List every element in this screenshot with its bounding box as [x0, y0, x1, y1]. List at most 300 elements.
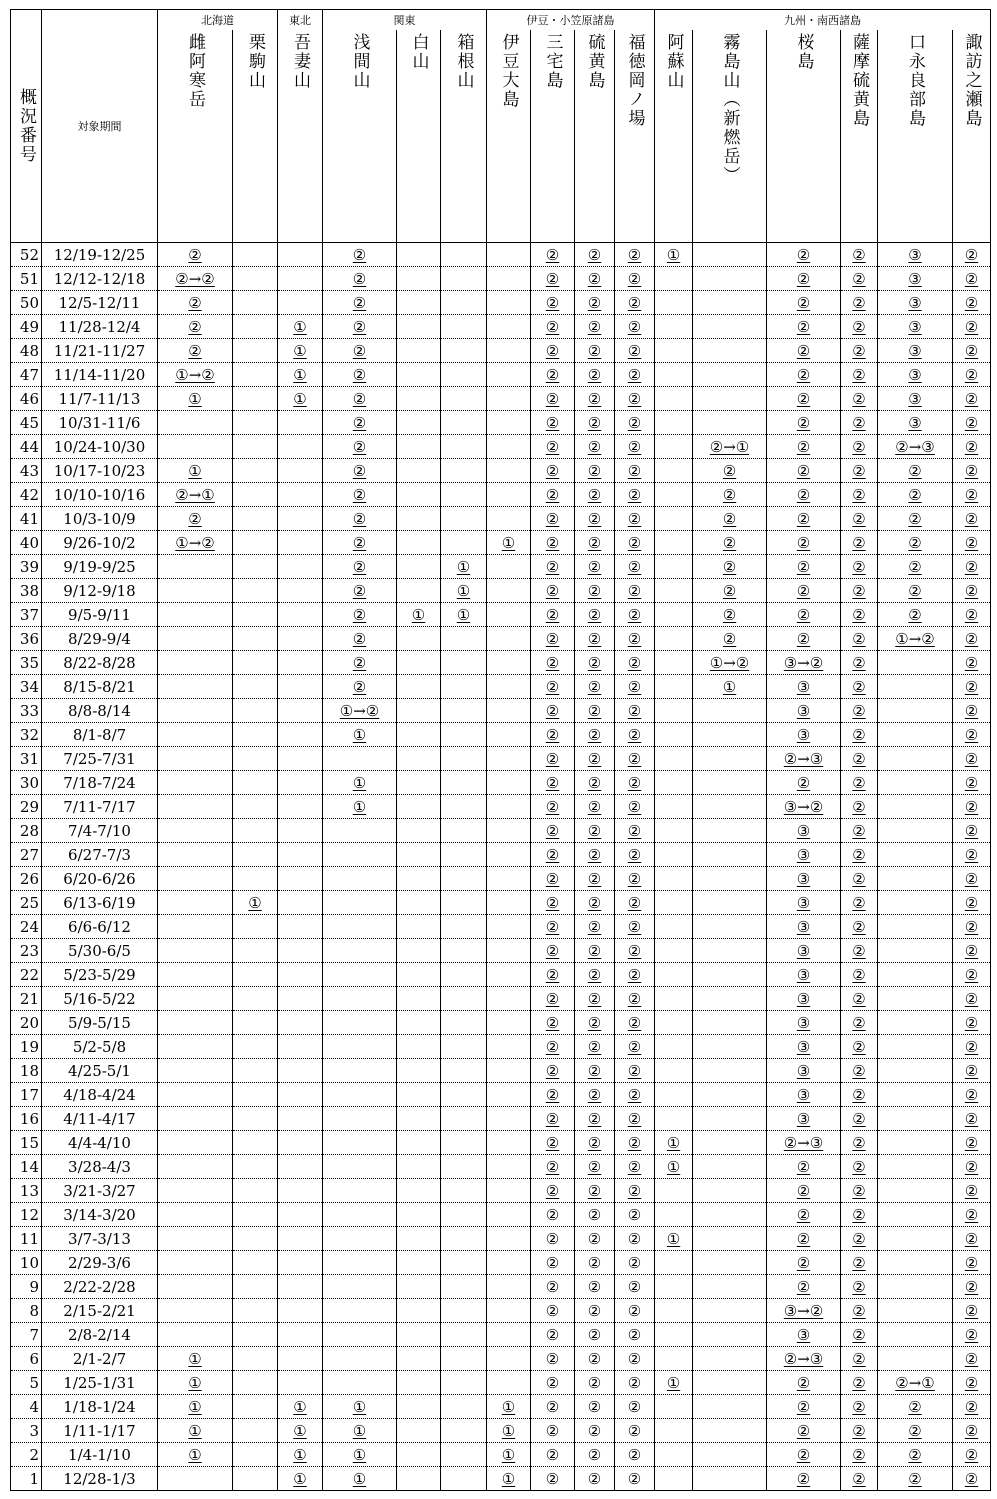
- table-row: [11, 603, 991, 627]
- alert-level-cell: [655, 1299, 693, 1323]
- alert-level-cell: [878, 747, 953, 771]
- alert-level-cell: [278, 651, 323, 675]
- alert-level-cell: [233, 1467, 278, 1491]
- alert-level-cell: ②: [615, 891, 655, 915]
- row-period: 1/4-1/10: [42, 1443, 158, 1467]
- alert-level-cell: ②: [615, 843, 655, 867]
- table-row: [11, 1467, 991, 1491]
- alert-level-cell: [655, 1083, 693, 1107]
- alert-level-cell: [397, 651, 441, 675]
- alert-level-cell: ②: [841, 531, 878, 555]
- alert-level-cell: [878, 843, 953, 867]
- alert-level-cell: ②: [615, 507, 655, 531]
- alert-level-cell: [158, 1107, 233, 1131]
- alert-level-cell: [693, 1251, 767, 1275]
- alert-level-cell: [397, 363, 441, 387]
- row-period: 6/13-6/19: [42, 891, 158, 915]
- alert-level-cell: [441, 483, 487, 507]
- row-number: 6: [11, 1347, 42, 1371]
- alert-level-cell: ③: [767, 867, 841, 891]
- alert-level-cell: [233, 1035, 278, 1059]
- alert-level-cell: [397, 699, 441, 723]
- alert-level-cell: [233, 1299, 278, 1323]
- volcano-name: 吾妻山: [290, 33, 310, 90]
- volcano-header: [158, 30, 233, 243]
- alert-level-cell: ②: [953, 1059, 991, 1083]
- row-number: 49: [11, 315, 42, 339]
- row-number: 46: [11, 387, 42, 411]
- alert-level-cell: [655, 531, 693, 555]
- alert-level-cell: [693, 1011, 767, 1035]
- alert-level-cell: ②: [615, 819, 655, 843]
- alert-level-cell: [693, 723, 767, 747]
- alert-level-cell: ②: [158, 339, 233, 363]
- alert-level-cell: ②: [323, 411, 397, 435]
- alert-level-cell: ②: [531, 1107, 575, 1131]
- alert-level-cell: [693, 1419, 767, 1443]
- alert-level-cell: ③: [767, 939, 841, 963]
- alert-level-cell: [441, 363, 487, 387]
- alert-level-cell: [278, 1227, 323, 1251]
- alert-level-cell: ①: [278, 1419, 323, 1443]
- alert-level-cell: [878, 1203, 953, 1227]
- alert-level-cell: ②: [841, 435, 878, 459]
- alert-level-cell: ②: [841, 483, 878, 507]
- alert-level-cell: ①→②: [693, 651, 767, 675]
- alert-level-cell: [158, 579, 233, 603]
- alert-level-cell: ②: [531, 795, 575, 819]
- alert-level-cell: [233, 675, 278, 699]
- alert-level-cell: ②: [767, 579, 841, 603]
- alert-level-cell: [878, 651, 953, 675]
- alert-level-cell: ②: [615, 315, 655, 339]
- alert-level-cell: ②: [575, 1395, 615, 1419]
- alert-level-cell: ②: [575, 627, 615, 651]
- alert-level-cell: [233, 411, 278, 435]
- alert-level-cell: ②: [953, 843, 991, 867]
- alert-level-cell: ③: [767, 819, 841, 843]
- alert-level-cell: ②: [615, 339, 655, 363]
- alert-level-cell: ②: [575, 1251, 615, 1275]
- alert-level-cell: [655, 699, 693, 723]
- alert-level-cell: ②: [615, 963, 655, 987]
- period-header: 対象期間: [42, 10, 158, 243]
- alert-level-cell: ②: [767, 267, 841, 291]
- alert-level-cell: ②: [841, 771, 878, 795]
- row-number: 37: [11, 603, 42, 627]
- alert-level-cell: ②: [575, 1347, 615, 1371]
- table-row: [11, 1275, 991, 1299]
- alert-level-cell: ②: [615, 1083, 655, 1107]
- alert-level-cell: [487, 843, 531, 867]
- row-period: 4/11-4/17: [42, 1107, 158, 1131]
- alert-level-cell: ②: [531, 891, 575, 915]
- alert-level-cell: [693, 411, 767, 435]
- alert-level-cell: ②: [531, 1155, 575, 1179]
- alert-level-cell: ②: [575, 699, 615, 723]
- alert-level-cell: ②: [615, 987, 655, 1011]
- alert-level-cell: [233, 843, 278, 867]
- alert-level-cell: ②: [841, 987, 878, 1011]
- alert-level-cell: ②: [693, 459, 767, 483]
- alert-level-cell: ②: [841, 243, 878, 267]
- alert-level-cell: ②: [878, 1395, 953, 1419]
- row-number: 44: [11, 435, 42, 459]
- alert-level-cell: ②: [323, 651, 397, 675]
- row-number: 34: [11, 675, 42, 699]
- table-row: [11, 651, 991, 675]
- alert-level-cell: [487, 1083, 531, 1107]
- alert-level-cell: ②: [841, 1059, 878, 1083]
- alert-level-cell: ②: [953, 723, 991, 747]
- alert-level-cell: ②: [615, 1107, 655, 1131]
- alert-level-cell: ②: [575, 1059, 615, 1083]
- alert-level-cell: [487, 675, 531, 699]
- alert-level-cell: [655, 867, 693, 891]
- alert-level-cell: ①: [158, 1347, 233, 1371]
- alert-level-cell: [278, 291, 323, 315]
- alert-level-cell: ①: [278, 315, 323, 339]
- alert-level-cell: [278, 555, 323, 579]
- alert-level-cell: [441, 1323, 487, 1347]
- alert-level-cell: ②: [615, 1227, 655, 1251]
- alert-level-cell: [655, 291, 693, 315]
- alert-level-cell: ②: [878, 507, 953, 531]
- volcano-name: 白山: [408, 33, 429, 71]
- volcano-name: 伊豆大島: [498, 33, 519, 109]
- alert-level-cell: [655, 1467, 693, 1491]
- alert-level-cell: ③: [767, 1059, 841, 1083]
- table-row: [11, 675, 991, 699]
- alert-level-cell: ②: [841, 627, 878, 651]
- alert-level-cell: [233, 243, 278, 267]
- volcano-name: 栗駒山: [245, 33, 265, 90]
- alert-level-cell: [278, 987, 323, 1011]
- alert-level-cell: [693, 1443, 767, 1467]
- alert-level-cell: ②: [953, 1299, 991, 1323]
- alert-level-cell: [487, 363, 531, 387]
- alert-level-cell: ②: [953, 1107, 991, 1131]
- alert-level-cell: ②: [575, 531, 615, 555]
- alert-level-cell: ②: [531, 675, 575, 699]
- alert-level-cell: [233, 627, 278, 651]
- alert-level-cell: ②: [531, 555, 575, 579]
- alert-level-cell: ②: [615, 795, 655, 819]
- alert-level-cell: ③: [767, 963, 841, 987]
- alert-level-cell: [158, 1083, 233, 1107]
- row-number: 35: [11, 651, 42, 675]
- alert-level-cell: [655, 843, 693, 867]
- alert-level-cell: [878, 771, 953, 795]
- alert-level-cell: [233, 1419, 278, 1443]
- alert-level-cell: ②: [531, 1419, 575, 1443]
- alert-level-cell: [323, 939, 397, 963]
- alert-level-cell: ②: [693, 531, 767, 555]
- region-kanto: 関東: [323, 10, 487, 31]
- alert-level-cell: ②: [841, 555, 878, 579]
- row-period: 5/30-6/5: [42, 939, 158, 963]
- table-row: [11, 411, 991, 435]
- alert-level-cell: ②: [575, 555, 615, 579]
- alert-level-cell: ②: [841, 267, 878, 291]
- alert-level-cell: [487, 1059, 531, 1083]
- alert-level-cell: [487, 1011, 531, 1035]
- alert-level-cell: [693, 1347, 767, 1371]
- alert-level-cell: [233, 651, 278, 675]
- alert-level-cell: [441, 243, 487, 267]
- volcano-name: 霧島山（新燃岳）: [719, 33, 740, 185]
- alert-level-cell: [878, 1155, 953, 1179]
- row-number: 12: [11, 1203, 42, 1227]
- alert-level-cell: ②: [323, 291, 397, 315]
- row-period: 8/29-9/4: [42, 627, 158, 651]
- alert-level-cell: ②: [615, 747, 655, 771]
- alert-level-cell: [323, 1035, 397, 1059]
- alert-level-cell: ②: [531, 531, 575, 555]
- alert-level-cell: ②: [323, 315, 397, 339]
- row-number: 16: [11, 1107, 42, 1131]
- alert-level-cell: ②: [767, 1419, 841, 1443]
- alert-level-cell: ①: [278, 1443, 323, 1467]
- alert-level-cell: [441, 795, 487, 819]
- alert-level-cell: [397, 1155, 441, 1179]
- alert-level-cell: ②: [953, 291, 991, 315]
- alert-level-cell: ②: [615, 1011, 655, 1035]
- alert-level-cell: ②: [615, 1203, 655, 1227]
- row-period: 3/7-3/13: [42, 1227, 158, 1251]
- row-number: 47: [11, 363, 42, 387]
- alert-level-cell: ②: [953, 411, 991, 435]
- row-number: 18: [11, 1059, 42, 1083]
- row-period: 5/2-5/8: [42, 1035, 158, 1059]
- row-number: 39: [11, 555, 42, 579]
- alert-level-cell: ②: [767, 363, 841, 387]
- volcano-name: 三宅島: [542, 33, 563, 90]
- alert-level-cell: ②: [615, 651, 655, 675]
- alert-level-cell: [441, 315, 487, 339]
- alert-level-cell: ②: [531, 339, 575, 363]
- alert-level-cell: [487, 987, 531, 1011]
- alert-level-cell: [878, 1323, 953, 1347]
- alert-level-cell: ②: [615, 579, 655, 603]
- alert-level-cell: ②: [767, 387, 841, 411]
- row-period: 11/21-11/27: [42, 339, 158, 363]
- alert-level-cell: ③: [878, 411, 953, 435]
- alert-level-cell: ②: [841, 1323, 878, 1347]
- alert-level-cell: [323, 747, 397, 771]
- alert-level-cell: [487, 507, 531, 531]
- alert-level-cell: ③→②: [767, 795, 841, 819]
- alert-level-cell: [397, 435, 441, 459]
- alert-level-cell: ②: [615, 555, 655, 579]
- alert-level-cell: ②: [531, 1131, 575, 1155]
- alert-level-cell: [158, 675, 233, 699]
- alert-level-cell: [233, 987, 278, 1011]
- alert-level-cell: [487, 819, 531, 843]
- alert-level-cell: [693, 1083, 767, 1107]
- alert-level-cell: [278, 819, 323, 843]
- row-number: 26: [11, 867, 42, 891]
- alert-level-cell: ②: [693, 483, 767, 507]
- alert-level-cell: [323, 819, 397, 843]
- alert-level-cell: ②: [767, 483, 841, 507]
- table-row: [11, 315, 991, 339]
- alert-level-cell: ②: [953, 987, 991, 1011]
- alert-level-cell: [878, 1251, 953, 1275]
- alert-level-cell: [397, 555, 441, 579]
- alert-level-cell: [158, 891, 233, 915]
- alert-level-cell: [655, 339, 693, 363]
- alert-level-cell: ②: [575, 387, 615, 411]
- alert-level-cell: [233, 1155, 278, 1179]
- alert-level-cell: ②: [841, 1035, 878, 1059]
- alert-level-cell: ②: [841, 819, 878, 843]
- alert-level-cell: [487, 795, 531, 819]
- alert-level-cell: ②: [767, 1227, 841, 1251]
- alert-level-cell: [487, 555, 531, 579]
- row-number: 5: [11, 1371, 42, 1395]
- alert-level-cell: [693, 819, 767, 843]
- alert-level-cell: ②: [531, 771, 575, 795]
- alert-level-cell: [233, 315, 278, 339]
- alert-level-cell: [693, 1227, 767, 1251]
- row-number: 24: [11, 915, 42, 939]
- alert-level-cell: ②: [767, 339, 841, 363]
- alert-level-cell: ②: [841, 723, 878, 747]
- alert-level-cell: ②: [953, 771, 991, 795]
- alert-level-cell: [693, 843, 767, 867]
- alert-level-cell: [397, 483, 441, 507]
- alert-level-cell: ②: [575, 603, 615, 627]
- row-number: 52: [11, 243, 42, 267]
- row-number: 15: [11, 1131, 42, 1155]
- row-period: 3/28-4/3: [42, 1155, 158, 1179]
- alert-level-cell: ②: [323, 627, 397, 651]
- alert-level-cell: [233, 723, 278, 747]
- row-number: 27: [11, 843, 42, 867]
- alert-level-cell: ①: [278, 387, 323, 411]
- alert-level-cell: ②: [841, 339, 878, 363]
- alert-level-cell: [441, 963, 487, 987]
- alert-level-cell: ②: [615, 1251, 655, 1275]
- volcano-header: [278, 30, 323, 243]
- alert-level-cell: [323, 1275, 397, 1299]
- row-period: 1/25-1/31: [42, 1371, 158, 1395]
- alert-level-cell: ②: [953, 651, 991, 675]
- alert-level-cell: [693, 699, 767, 723]
- alert-level-cell: ②: [841, 1179, 878, 1203]
- table-row: [11, 891, 991, 915]
- alert-level-cell: [655, 411, 693, 435]
- alert-level-cell: ②: [615, 627, 655, 651]
- alert-level-cell: ②: [841, 699, 878, 723]
- alert-level-cell: [397, 1011, 441, 1035]
- alert-level-cell: [323, 963, 397, 987]
- alert-level-cell: [278, 1347, 323, 1371]
- volcano-name: 硫黄島: [584, 33, 605, 90]
- alert-level-cell: [233, 1083, 278, 1107]
- alert-level-cell: ②: [531, 1467, 575, 1491]
- alert-level-cell: [233, 771, 278, 795]
- alert-level-cell: ②: [953, 1419, 991, 1443]
- alert-level-cell: ②: [953, 963, 991, 987]
- table-row: [11, 819, 991, 843]
- alert-level-cell: [487, 1299, 531, 1323]
- alert-level-cell: [487, 267, 531, 291]
- alert-level-cell: [441, 699, 487, 723]
- alert-level-cell: [233, 1107, 278, 1131]
- alert-level-cell: [655, 555, 693, 579]
- alert-level-cell: ①: [323, 795, 397, 819]
- alert-level-cell: ①: [441, 555, 487, 579]
- alert-level-cell: [487, 387, 531, 411]
- alert-level-cell: [441, 531, 487, 555]
- alert-level-cell: [397, 747, 441, 771]
- table-row: [11, 267, 991, 291]
- alert-level-cell: ②: [841, 579, 878, 603]
- alert-level-cell: ②: [575, 411, 615, 435]
- row-period: 9/12-9/18: [42, 579, 158, 603]
- alert-level-cell: [655, 1011, 693, 1035]
- region-hokkaido: 北海道: [158, 10, 278, 31]
- alert-level-cell: ②: [953, 363, 991, 387]
- alert-level-cell: [655, 1347, 693, 1371]
- table-row: [11, 291, 991, 315]
- alert-level-cell: ②: [767, 435, 841, 459]
- alert-level-cell: ②: [841, 1419, 878, 1443]
- alert-level-cell: ②: [953, 1323, 991, 1347]
- alert-level-cell: [441, 723, 487, 747]
- alert-level-cell: ③: [767, 1107, 841, 1131]
- table-row: [11, 435, 991, 459]
- alert-level-cell: ②: [531, 1323, 575, 1347]
- table-row: [11, 1131, 991, 1155]
- alert-level-cell: [693, 915, 767, 939]
- volcano-header: [441, 30, 487, 243]
- alert-level-cell: ②: [615, 1347, 655, 1371]
- row-number: 42: [11, 483, 42, 507]
- alert-level-cell: ②: [841, 1275, 878, 1299]
- alert-level-cell: [158, 987, 233, 1011]
- alert-level-cell: ②: [615, 1131, 655, 1155]
- alert-level-cell: ②: [531, 987, 575, 1011]
- alert-level-cell: [441, 1227, 487, 1251]
- alert-level-cell: [278, 1131, 323, 1155]
- alert-level-cell: [158, 1179, 233, 1203]
- alert-level-cell: ②: [575, 1467, 615, 1491]
- alert-level-cell: [487, 1107, 531, 1131]
- alert-level-cell: [655, 363, 693, 387]
- alert-level-cell: [158, 1155, 233, 1179]
- alert-level-cell: ②: [767, 1443, 841, 1467]
- alert-level-cell: [158, 723, 233, 747]
- alert-level-cell: ②: [531, 1011, 575, 1035]
- row-period: 7/4-7/10: [42, 819, 158, 843]
- alert-level-cell: [397, 1443, 441, 1467]
- row-number: 19: [11, 1035, 42, 1059]
- alert-level-cell: [441, 507, 487, 531]
- alert-level-cell: ②: [615, 483, 655, 507]
- alert-level-cell: ②: [953, 1035, 991, 1059]
- alert-level-cell: ②: [878, 483, 953, 507]
- alert-level-cell: ②: [615, 867, 655, 891]
- alert-level-cell: ②: [323, 243, 397, 267]
- alert-level-cell: ②: [531, 1083, 575, 1107]
- row-number: 45: [11, 411, 42, 435]
- alert-level-cell: [278, 867, 323, 891]
- alert-level-cell: [693, 987, 767, 1011]
- alert-level-cell: [323, 843, 397, 867]
